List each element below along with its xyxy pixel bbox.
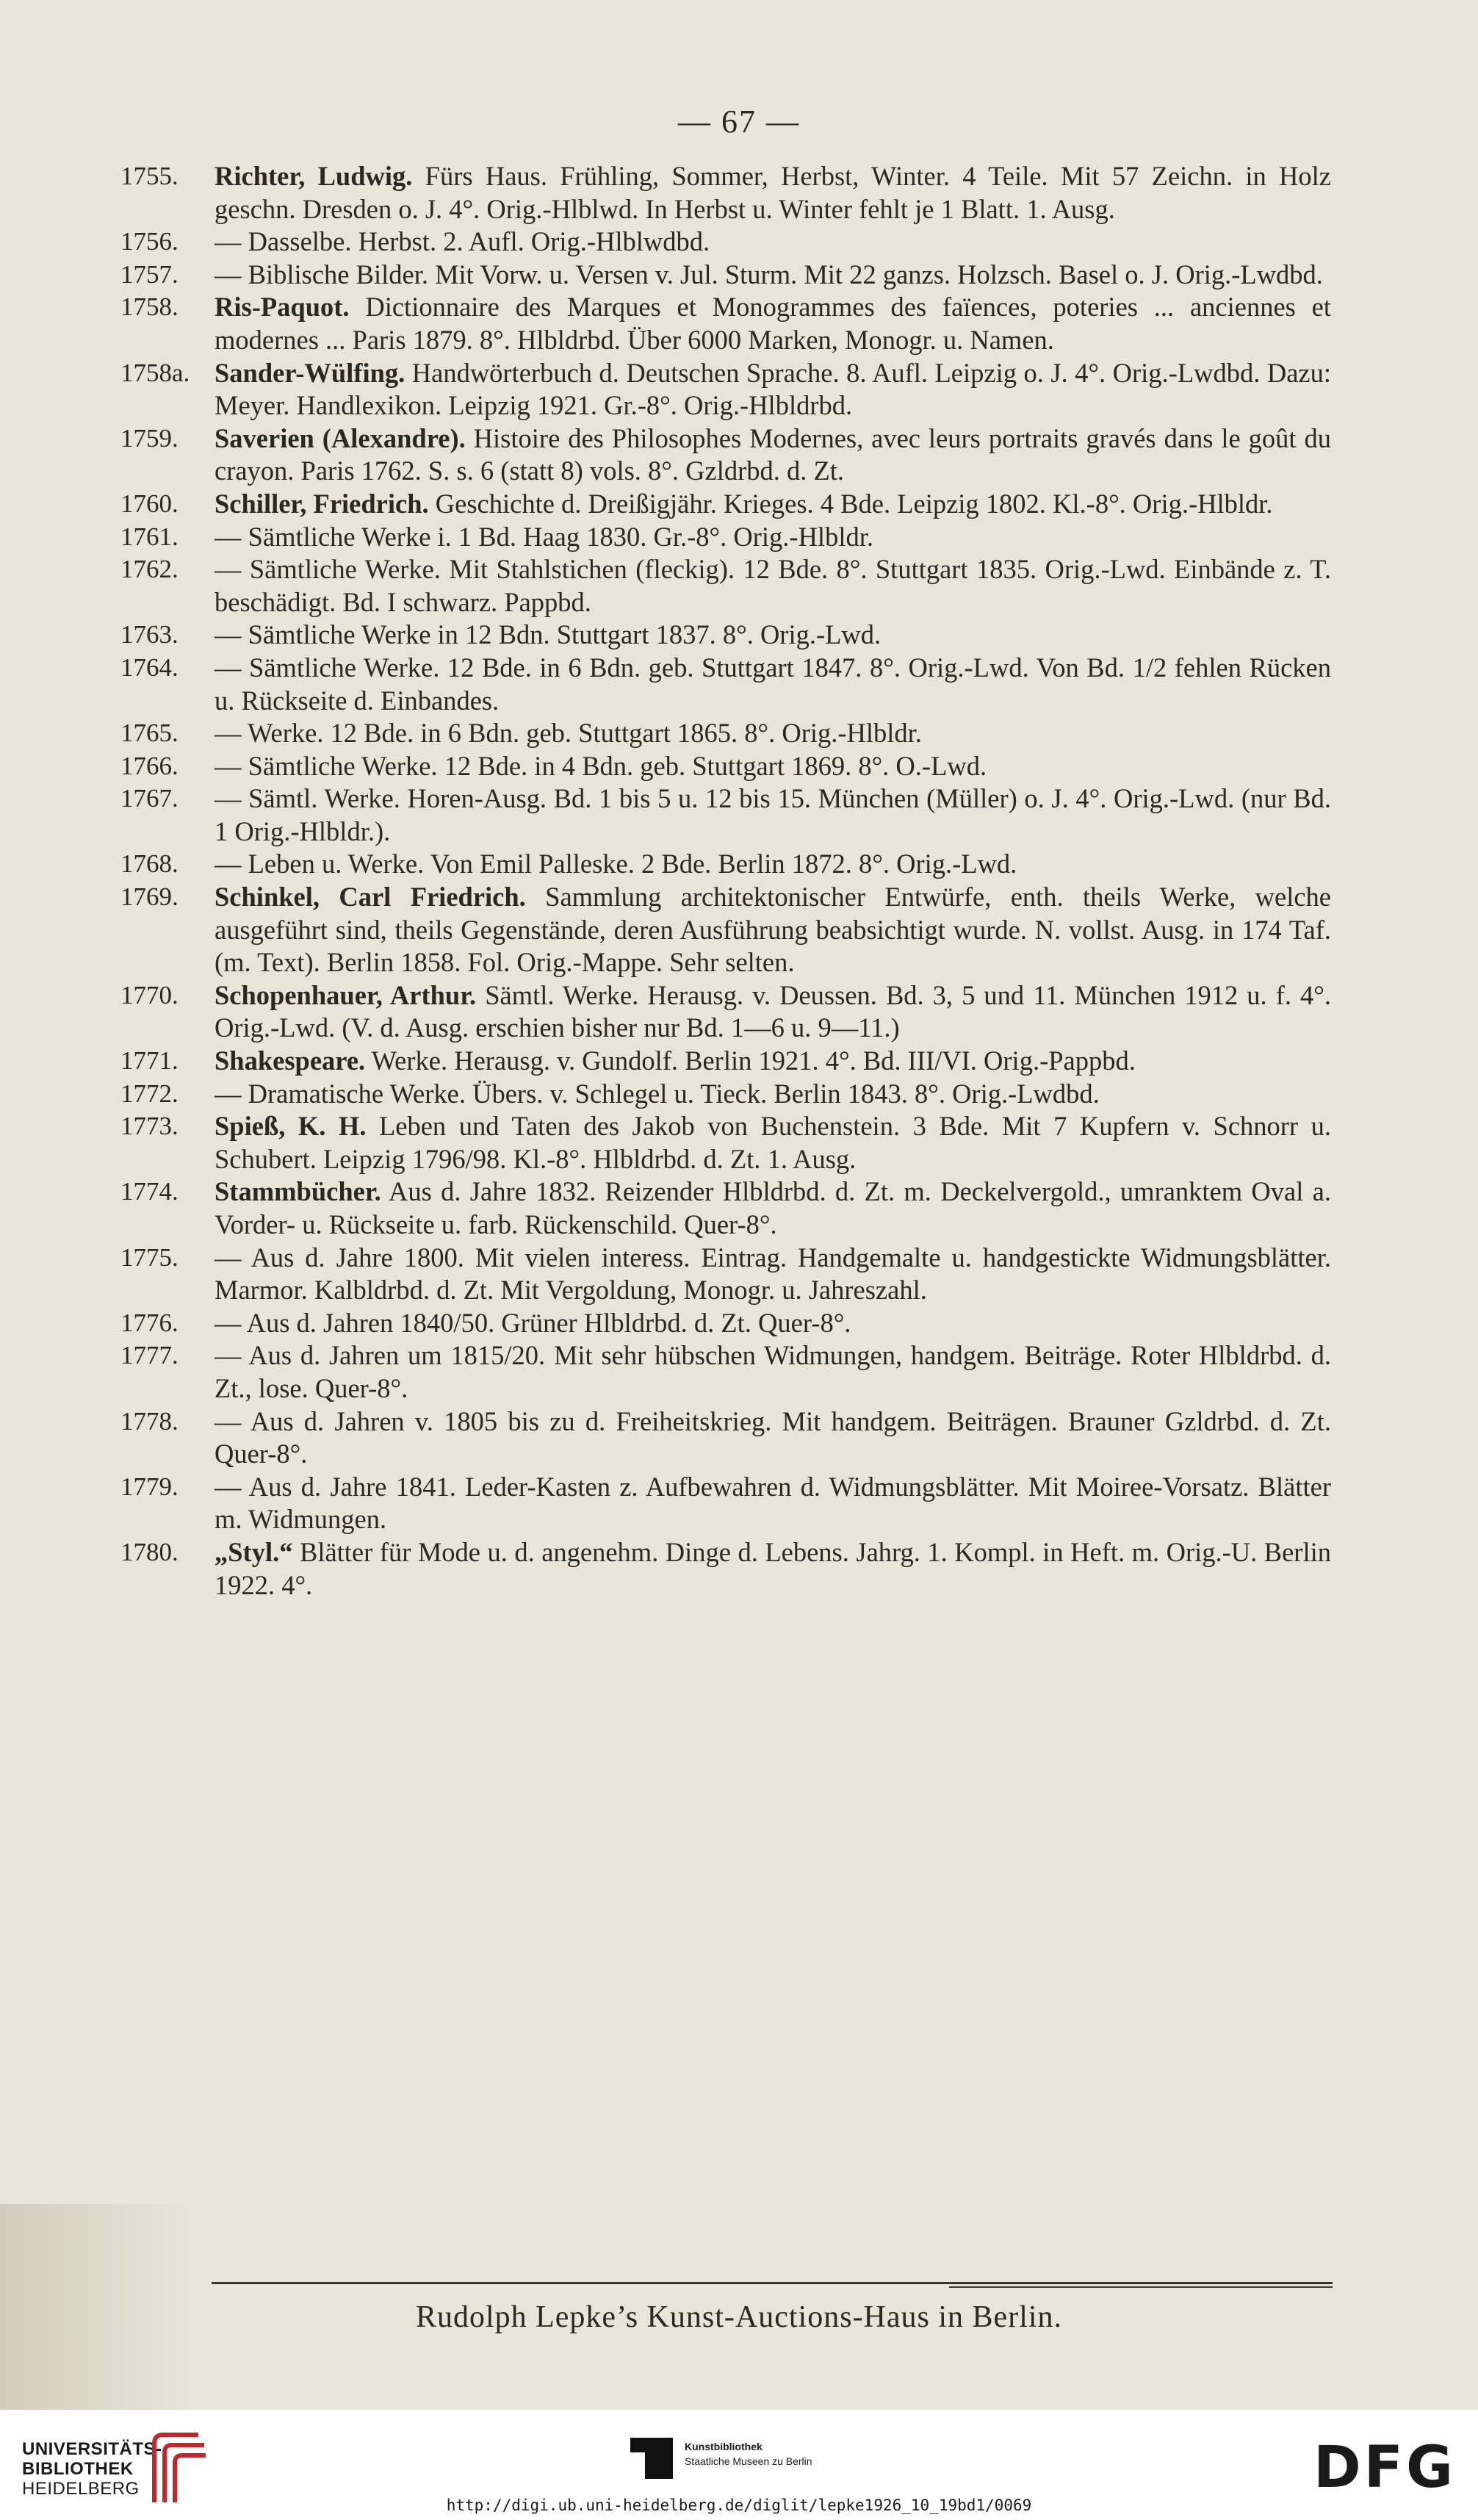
entry-number: 1756. (120, 227, 179, 256)
entry-number: 1757. (120, 259, 179, 289)
entry-text (215, 291, 1331, 356)
entry-description: Geschichte d. Dreißigjähr. Krieges. 4 Bde. Leipzig 1802. Kl.-8°. Orig.-Hlbldr. (428, 488, 1273, 519)
entry-number: 1758. (120, 292, 179, 322)
catalog-entry (0, 259, 1478, 292)
entry-description: — Dasselbe. Herbst. 2. Aufl. Orig.-Hlblwdbd. (215, 226, 710, 257)
entry-number: 1758a. (120, 358, 190, 387)
entry-number: 1766. (120, 751, 179, 780)
catalog-entry (0, 226, 1478, 259)
entry-description: — Biblische Bilder. Mit Vorw. u. Versen v. Jul. Sturm. Mit 22 ganzs. Holzsch. Basel o. J. Orig.-Lwdbd. (215, 259, 1323, 289)
catalog-entry (0, 1176, 1478, 1241)
page-bottom-rule-secondary (949, 2286, 1333, 2288)
page-bottom-rule (212, 2282, 1333, 2284)
catalog-entry (0, 521, 1478, 554)
catalog-entry (0, 782, 1478, 848)
entry-number: 1761. (120, 522, 179, 551)
entry-number: 1772. (120, 1079, 179, 1108)
catalog-entry (0, 1078, 1478, 1111)
entry-heading: Schinkel, Carl Friedrich. (215, 882, 526, 912)
entry-text (215, 848, 1331, 881)
catalog-entry (0, 1307, 1478, 1340)
entry-heading: Saverien (Alexandre). (215, 422, 466, 453)
entry-number: 1780. (120, 1537, 179, 1566)
catalog-entries (0, 160, 1478, 1602)
entry-description: — Sämtliche Werke in 12 Bdn. Stuttgart 1837. 8°. Orig.-Lwd. (215, 619, 882, 650)
entry-number: 1777. (120, 1341, 179, 1370)
entry-heading: „Styl.“ (215, 1536, 293, 1567)
entry-heading: Ris-Paquot. (215, 292, 350, 323)
entry-text (215, 553, 1331, 619)
catalog-entry (0, 1110, 1478, 1176)
entry-description: — Sämtliche Werke i. 1 Bd. Haag 1830. Gr.-8°. Orig.-Hlbldr. (215, 521, 873, 552)
entry-number: 1755. (120, 162, 179, 190)
entry-heading: Richter, Ludwig. (215, 161, 413, 191)
entry-text (215, 1242, 1331, 1307)
catalog-entry (0, 357, 1478, 422)
dfg-logo: DFG (1313, 2435, 1456, 2501)
entry-number: 1775. (120, 1242, 179, 1272)
entry-description: Fürs Haus. Frühling, Sommer, Herbst, Winter. 4 Teile. Mit 57 Zeichn. in Holz geschn. Dresden o. J. 4°. Orig.-Hlblwd. In Herbst u. Winter fehlt je 1 Blatt. 1. Ausg. (215, 161, 1331, 224)
entry-description: — Leben u. Werke. Von Emil Palleske. 2 Bde. Berlin 1872. 8°. Orig.-Lwd. (215, 849, 1017, 879)
catalog-entry (0, 1045, 1478, 1078)
entry-description: — Dramatische Werke. Übers. v. Schlegel u. Tieck. Berlin 1843. 8°. Orig.-Lwdbd. (215, 1078, 1100, 1109)
catalog-entry (0, 750, 1478, 783)
entry-number: 1774. (120, 1177, 179, 1206)
entry-number: 1759. (120, 423, 179, 453)
uni-line-1: UNIVERSITÄTS- (22, 2439, 162, 2459)
catalog-entry (0, 291, 1478, 356)
entry-description: — Sämtl. Werke. Horen-Ausg. Bd. 1 bis 5 u. 12 bis 15. München (Müller) o. J. 4°. Orig.-Lwd. (nur Bd. 1 Orig.-Hlbldr.). (215, 783, 1331, 846)
catalog-entry (0, 881, 1478, 979)
entry-text (215, 226, 1331, 259)
entry-text (215, 1405, 1331, 1471)
catalog-entry (0, 619, 1478, 652)
entry-description: Dictionnaire des Marques et Monogrammes des faïences, poteries ... anciennes et modernes ... Paris 1879. 8°. Hlbldrbd. Über 6000 Marken, Monogr. u. Namen. (215, 292, 1331, 355)
kunstbibliothek-label (685, 2439, 812, 2469)
entry-description: — Aus d. Jahren um 1815/20. Mit sehr hübschen Widmungen, handgem. Beiträge. Roter Hlbldrbd. d. Zt., lose. Quer-8°. (215, 1340, 1331, 1403)
entry-text (215, 717, 1331, 750)
catalog-entry (0, 717, 1478, 750)
entry-description: — Sämtliche Werke. 12 Bde. in 4 Bdn. geb. Stuttgart 1869. 8°. O.-Lwd. (215, 750, 987, 781)
entry-number: 1764. (120, 652, 179, 682)
publisher-line: Rudolph Lepke’s Kunst-Auctions-Haus in Berlin. (415, 2300, 1063, 2334)
entry-text (215, 1471, 1331, 1536)
entry-heading: Stammbücher. (215, 1176, 381, 1207)
entry-number: 1762. (120, 555, 179, 584)
uni-line-3: HEIDELBERG (22, 2479, 140, 2499)
catalog-entry (0, 652, 1478, 717)
entry-text (215, 357, 1331, 422)
entry-description: — Sämtliche Werke. Mit Stahlstichen (fleckig). 12 Bde. 8°. Stuttgart 1835. Orig.-Lwd. Einbände z. T. beschädigt. Bd. I schwarz. Pappbd. (215, 554, 1331, 617)
entry-text (215, 160, 1331, 226)
uni-line-2: BIBLIOTHEK (22, 2459, 134, 2479)
entry-text (215, 521, 1331, 554)
entry-number: 1768. (120, 849, 179, 879)
entry-text (215, 488, 1331, 521)
entry-text (215, 1078, 1331, 1111)
entry-number: 1769. (120, 882, 179, 912)
page-number: — 67 — (678, 104, 800, 140)
entry-heading: Schopenhauer, Arthur. (215, 979, 477, 1010)
entry-text (215, 1339, 1331, 1405)
kb-sub: Staatliche Museen zu Berlin (685, 2455, 812, 2467)
entry-text (215, 1307, 1331, 1340)
entry-description: Blätter für Mode u. d. angenehm. Dinge d. Lebens. Jahrg. 1. Kompl. in Heft. m. Orig.-U. Berlin 1922. 4°. (215, 1536, 1331, 1600)
entry-text (215, 619, 1331, 652)
catalog-entry (0, 1471, 1478, 1536)
entry-description: Aus d. Jahre 1832. Reizender Hlbldrbd. d. Zt. m. Deckelvergold., umranktem Oval a. Vorder- u. Rückseite u. farb. Rückenschild. Quer-8°. (215, 1176, 1331, 1239)
university-library-label (22, 2439, 162, 2499)
entry-description: — Werke. 12 Bde. in 6 Bdn. geb. Stuttgart 1865. 8°. Orig.-Hlbldr. (215, 718, 922, 749)
entry-description: Sammlung architektonischer Entwürfe, enth. theils Werke, welche ausgeführt sind, theils Gegenstände, deren Ausführung beabsichtigt wurde. N. vollst. Ausg. in 174 Taf. (m. Text). Berlin 1858. Fol. Orig.-Mappe. Sehr selten. (215, 882, 1331, 978)
entry-number: 1770. (120, 980, 179, 1009)
entry-text (215, 979, 1331, 1045)
entry-description: — Sämtliche Werke. 12 Bde. in 6 Bdn. geb. Stuttgart 1847. 8°. Orig.-Lwd. Von Bd. 1/2 fehlen Rücken u. Rückseite d. Einbandes. (215, 652, 1331, 716)
entry-text (215, 750, 1331, 783)
entry-number: 1760. (120, 489, 179, 518)
entry-text (215, 1110, 1331, 1176)
entry-heading: Sander-Wülfing. (215, 357, 405, 388)
entry-number: 1771. (120, 1046, 179, 1076)
entry-description: — Aus d. Jahren 1840/50. Grüner Hlbldrbd. d. Zt. Quer-8°. (215, 1307, 851, 1338)
kunstbibliothek-logo-icon (630, 2438, 673, 2479)
entry-text (215, 782, 1331, 848)
catalog-entry (0, 422, 1478, 488)
entry-description: Leben und Taten des Jakob von Buchenstein. 3 Bde. Mit 7 Kupfern v. Schnorr u. Schubert. Leipzig 1796/98. Kl.-8°. Hlbldrbd. d. Zt. 1. Ausg. (215, 1111, 1331, 1174)
entry-number: 1763. (120, 620, 179, 649)
entry-description: — Aus d. Jahren v. 1805 bis zu d. Freiheitskrieg. Mit handgem. Beiträgen. Brauner Gzldrbd. d. Zt. Quer-8°. (215, 1405, 1331, 1469)
catalog-entry (0, 1405, 1478, 1471)
entry-heading: Spieß, K. H. (215, 1111, 367, 1142)
catalog-entry (0, 1536, 1478, 1602)
catalog-entry (0, 553, 1478, 619)
entry-description: — Aus d. Jahre 1800. Mit vielen interess. Eintrag. Handgemalte u. handgestickte Widmungsblätter. Marmor. Kalbldrbd. d. Zt. Mit Vergoldung, Monogr. u. Jahreszahl. (215, 1242, 1331, 1306)
entry-description: Histoire des Philosophes Modernes, avec leurs portraits gravés dans le goût du crayon. Paris 1762. S. s. 6 (statt 8) vols. 8°. Gzldrbd. d. Zt. (215, 422, 1331, 486)
entry-number: 1776. (120, 1308, 179, 1337)
catalog-entry (0, 979, 1478, 1045)
entry-number: 1773. (120, 1112, 179, 1141)
entry-number: 1765. (120, 719, 179, 748)
entry-text (215, 1045, 1331, 1078)
entry-number: 1778. (120, 1406, 179, 1436)
catalog-entry (0, 488, 1478, 521)
entry-description: Sämtl. Werke. Herausg. v. Deussen. Bd. 3, 5 und 11. München 1912 u. f. 4°. Orig.-Lwd. (V. d. Ausg. erschien bisher nur Bd. 1—6 u. 9—11.) (215, 979, 1331, 1043)
catalog-entry (0, 1242, 1478, 1307)
entry-number: 1779. (120, 1472, 179, 1501)
entry-heading: Shakespeare. (215, 1045, 366, 1076)
entry-text (215, 422, 1331, 488)
digitization-footer (0, 2410, 1478, 2520)
entry-text (215, 652, 1331, 717)
entry-text (215, 1176, 1331, 1241)
entry-number: 1767. (120, 784, 179, 813)
entry-heading: Schiller, Friedrich. (215, 488, 429, 519)
entry-description: Handwörterbuch d. Deutschen Sprache. 8. Aufl. Leipzig o. J. 4°. Orig.-Lwdbd. Dazu: Meyer. Handlexikon. Leipzig 1921. Gr.-8°. Orig.-Hlbldrbd. (215, 357, 1331, 421)
entry-description: Werke. Herausg. v. Gundolf. Berlin 1921. 4°. Bd. III/VI. Orig.-Pappbd. (365, 1045, 1136, 1076)
catalog-entry (0, 160, 1478, 226)
source-url[interactable]: http://digi.ub.uni-heidelberg.de/diglit/lepke1926_10_19bd1/0069 (446, 2496, 1032, 2514)
entry-description: — Aus d. Jahre 1841. Leder-Kasten z. Aufbewahren d. Widmungsblätter. Mit Moiree-Vorsatz. Blätter m. Widmungen. (215, 1471, 1331, 1535)
catalog-entry (0, 848, 1478, 881)
entry-text (215, 881, 1331, 979)
entry-text (215, 259, 1331, 292)
catalog-entry (0, 1339, 1478, 1405)
entry-text (215, 1536, 1331, 1602)
kb-name: Kunstbibliothek (685, 2441, 763, 2452)
